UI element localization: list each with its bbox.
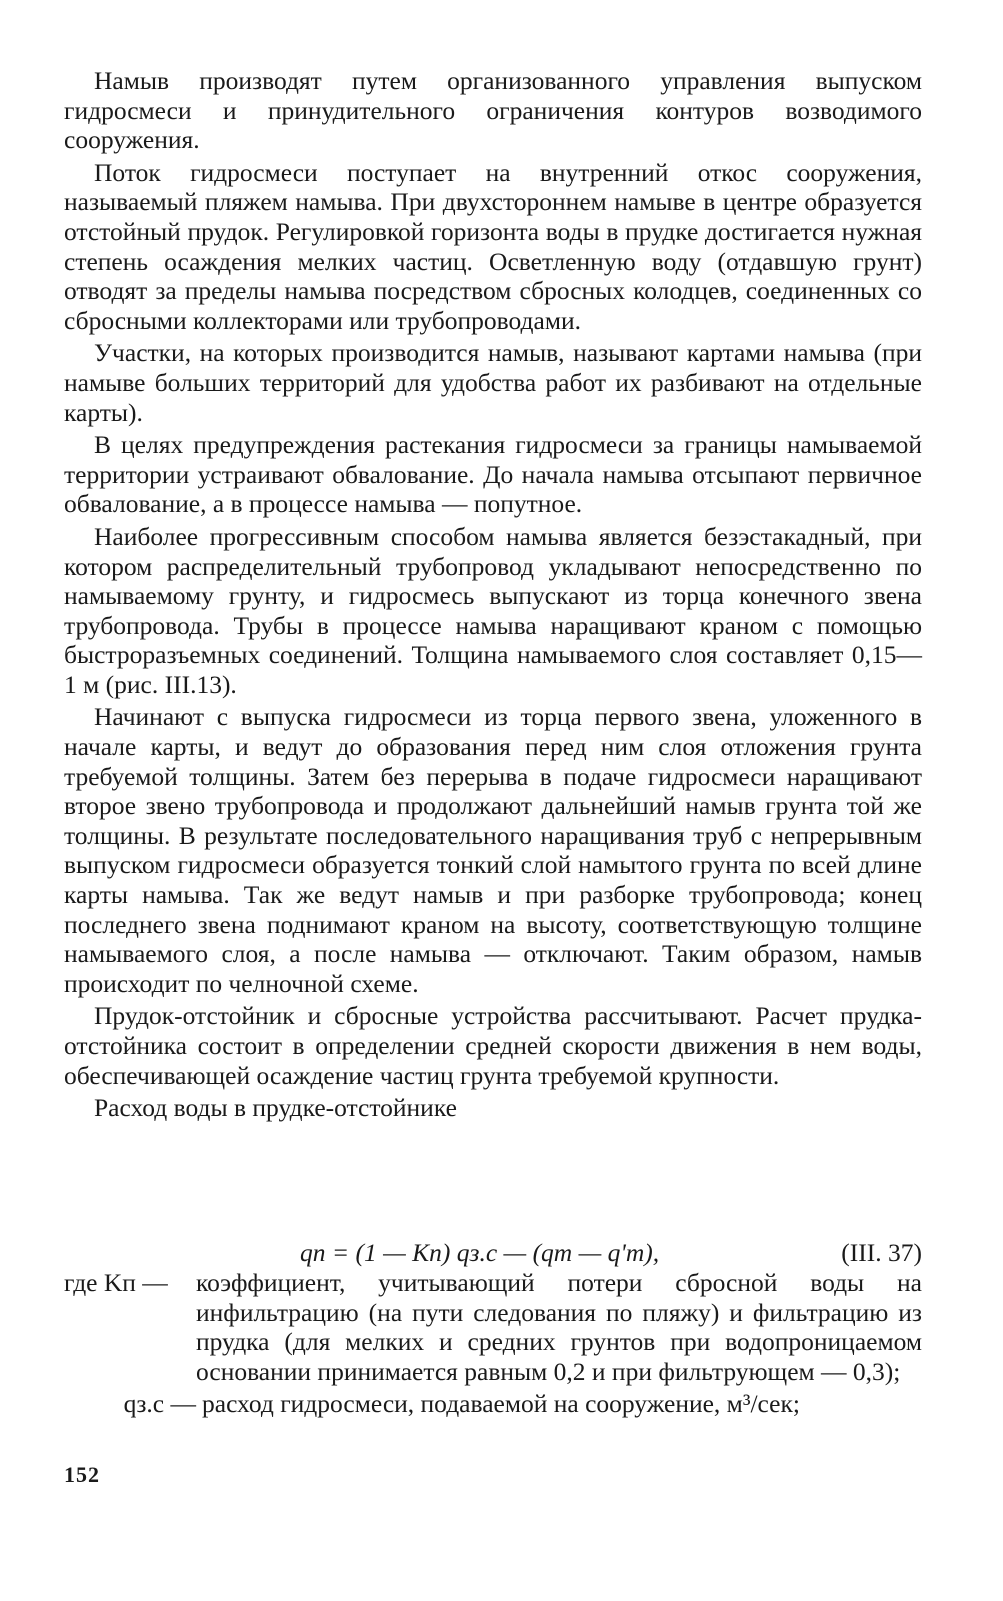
definition-item bbox=[64, 1389, 922, 1419]
paragraph-3: Участки, на которых производится намыв, называют картами намыва (при намыве больших территорий для удобства работ их разбивают на отдельные карты). bbox=[64, 338, 922, 427]
definition-text: коэффициент, учитывающий потери сбросной воды на инфильтрацию (на пути следования по пляжу) и фильтрацию из прудка (для мелких и средних грунтов при водопроницаемом основании принимается равным 0,2 и при фильтрующем — 0,3); bbox=[196, 1268, 922, 1386]
definition-item bbox=[64, 1268, 922, 1386]
paragraph-5: Наиболее прогрессивным способом намыва является безэстакадный, при котором распределительный трубопровод укладывают непосредственно по намываемому грунту, и гидросмесь выпускают из торца конечного звена трубопровода. Трубы в процессе намыва наращивают краном с помощью быстроразъемных соединений. Толщина намываемого слоя составляет 0,15—1 м (рис. III.13). bbox=[64, 521, 922, 699]
definition-text: расход гидросмеси, подаваемой на сооружение, м³/сек; bbox=[202, 1389, 800, 1419]
paragraph-2: Поток гидросмеси поступает на внутренний откос сооружения, называемый пляжем намыва. При двухстороннем намыве в центре образуется отстойный прудок. Регулировкой горизонта воды в прудке достигается нужная степень осаждения мелких частиц. Осветленную воду (отдавшую грунт) отводят за пределы намыва посредством сбросных колодцев, соединенных со сбросными коллекторами или трубопроводами. bbox=[64, 157, 922, 335]
paragraph-7: Прудок-отстойник и сбросные устройства рассчитывают. Расчет прудка-отстойника состоит в определении средней скорости движения в нем воды, обеспечивающей осаждение частиц грунта требуемой крупности. bbox=[64, 1001, 922, 1090]
definition-symbol: qз.с — bbox=[123, 1389, 196, 1419]
paragraph-1: Намыв производят путем организованного управления выпуском гидросмеси и принудительного ограничения контуров возводимого сооружения. bbox=[64, 66, 922, 155]
body-text bbox=[64, 66, 922, 1126]
paragraph-4: В целях предупреждения растекания гидросмеси за границы намываемой территории устраивают обвалование. До начала намыва отсыпают первичное обвалование, а в процессе намыва — попутное. bbox=[64, 430, 922, 519]
formula-expression: qп = (1 — Kп) qз.с — (qт — q'т), bbox=[300, 1238, 660, 1267]
paragraph-6: Начинают с выпуска гидросмеси из торца первого звена, уложенного в начале карты, и ведут до образования перед ним слоя отложения грунта требуемой толщины. Затем без перерыва в подаче гидросмеси наращивают второе звено трубопровода и продолжают дальнейший намыв грунта той же толщины. В результате последовательного наращивания труб с непрерывным выпуском гидросмеси образуется тонкий слой намытого грунта по всей длине карты намыва. Так же ведут намыв и при разборке трубопровода; конец последнего звена поднимают краном на высоту, соответствующую толщине намываемого слоя, а после намыва — отключают. Таким образом, намыв происходит по челночной схеме. bbox=[64, 702, 922, 998]
formula-iii-37 bbox=[300, 1238, 922, 1268]
definition-symbol: где Kп — bbox=[64, 1268, 168, 1297]
page-number: 152 bbox=[64, 1462, 100, 1487]
definitions-list bbox=[64, 1268, 922, 1419]
formula-number: (III. 37) bbox=[841, 1238, 922, 1267]
paragraph-8: Расход воды в прудке-отстойнике bbox=[94, 1093, 457, 1123]
